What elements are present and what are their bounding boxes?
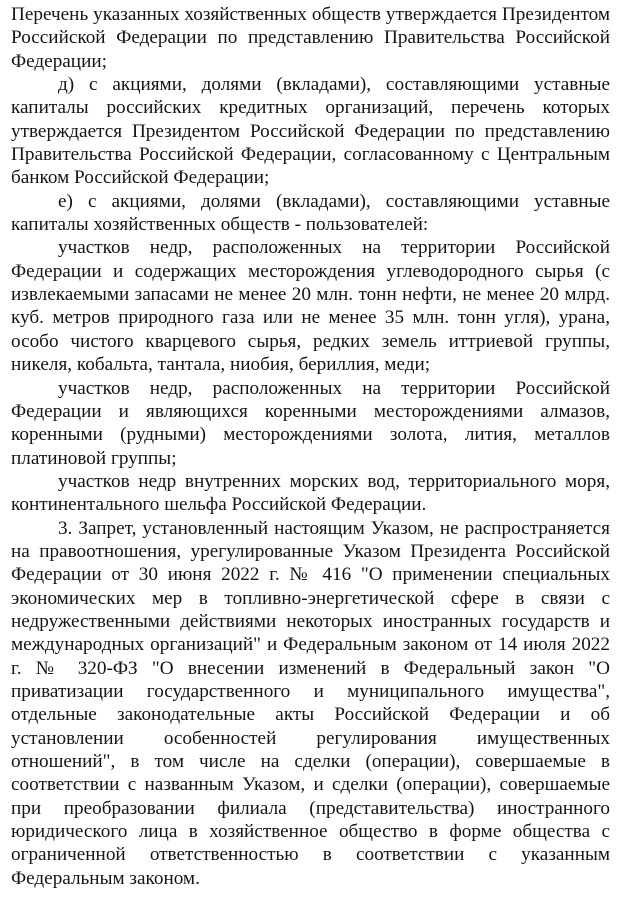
- paragraph-item-e-subsoil-users: е) с акциями, долями (вкладами), составляющими уставные капиталы хозяйственных обществ - пользователей:: [11, 190, 610, 236]
- paragraph-diamond-gold-deposits: участков недр, расположенных на территории Российской Федерации и являющихся коренными месторождениями алмазов, коренными (рудными) месторождениями золота, лития, металлов платиновой группы;: [11, 377, 610, 469]
- paragraph-item-d-credit-organizations: д) с акциями, долями (вкладами), составляющими уставные капиталы российских кредитных организаций, перечень которых утверждается Президентом Российской Федерации по представлению Правительства Российской Федерации, согласованному с Центральным банком Российской Федерации;: [11, 74, 610, 189]
- paragraph-hydrocarbon-deposits: участков недр, расположенных на территории Российской Федерации и содержащих месторождения углеводородного сырья (с извлекаемыми запасами не менее 20 млн. тонн нефти, не менее 20 млрд. куб. метров природного газа или не менее 35 млн. тонн угля), урана, особо чистого кварцевого сырья, редких земель иттриевой группы, никеля, кобальта, тантала, ниобия, бериллия, меди;: [11, 237, 610, 376]
- paragraph-section-3-exemption: 3. Запрет, установленный настоящим Указом, не распространяется на правоотношения, урегулированные Указом Президента Российской Федерации от 30 июня 2022 г. № 416 "О применении специальных экономических мер в топливно-энергетической сфере в связи с недружественными действиями некоторых иностранных государств и международных организаций" и Федеральным законом от 14 июля 2022 г. № 320-ФЗ "О внесении изменений в Федеральный закон "О приватизации государственного и муниципального имущества", отдельные законодательные акты Российской Федерации и об установлении особенностей регулирования имущественных отношений", в том числе на сделки (операции), совершаемые в соответствии с названным Указом, и сделки (операции), совершаемые при преобразовании филиала (представительства) иностранного юридического лица в хозяйственное общество в форме общества с ограниченной ответственностью в соответствии с указанным Федеральным законом.: [11, 517, 610, 889]
- paragraph-offshore-subsoil: участков недр внутренних морских вод, территориального моря, континентального шельфа Российской Федерации.: [11, 470, 610, 516]
- paragraph-list-approval: Перечень указанных хозяйственных обществ утверждается Президентом Российской Федерации по представлению Правительства Российской Федерации;: [11, 4, 610, 72]
